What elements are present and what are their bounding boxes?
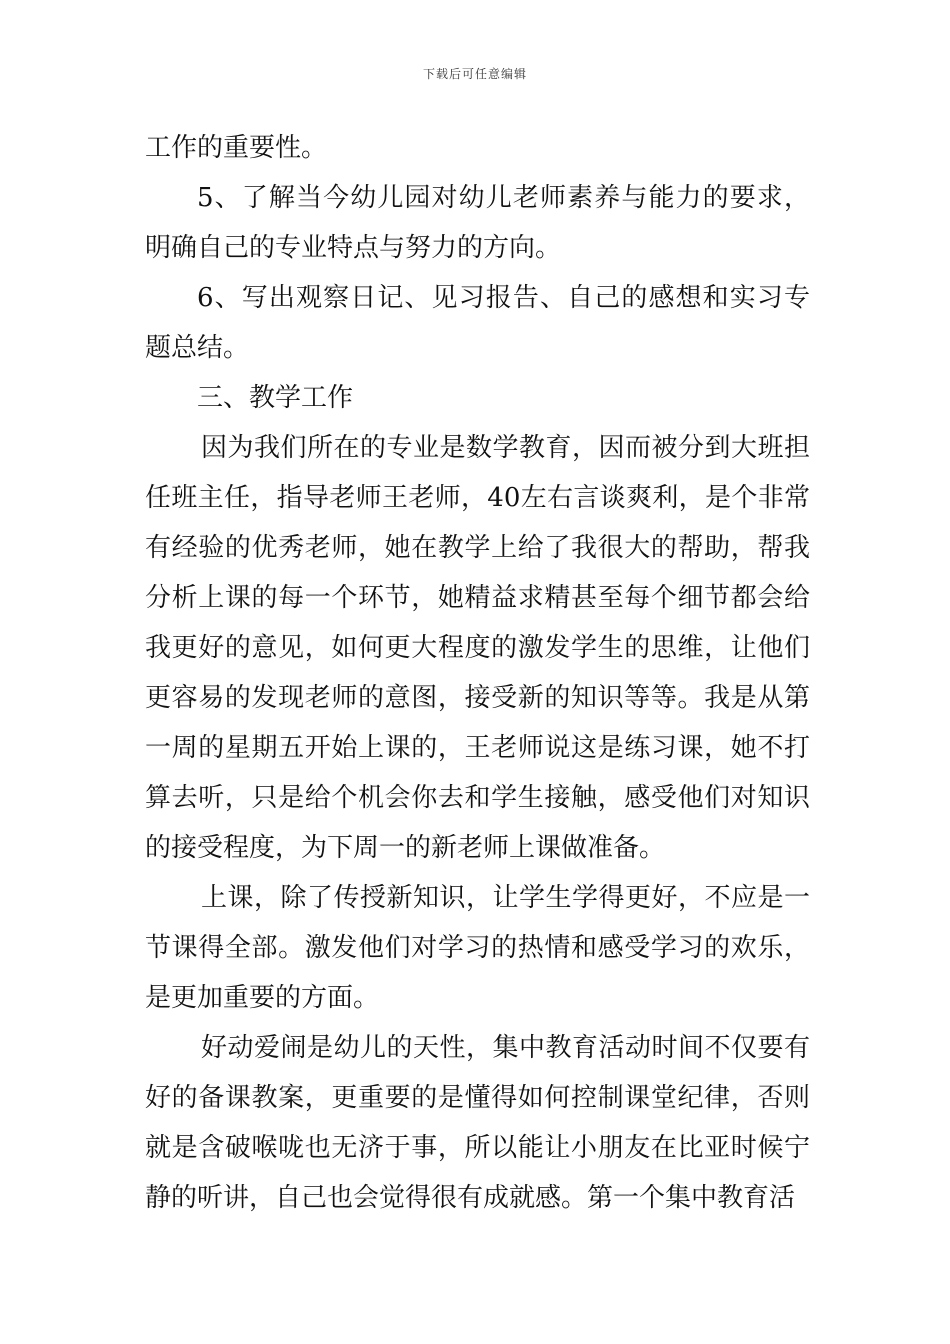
header-note: 下载后可任意编辑 xyxy=(422,67,527,81)
paragraph-teaching-intro: 因为我们所在的专业是数学教育，因而被分到大班担任班主任，指导老师王老师，40左右言谈爽利，是个非常有经验的优秀老师，她在教学上给了我很大的帮助，帮我分析上课的每一个环节，她精益求精甚至每个细节都会给我更好的意见，如何更大程度的激发学生的思维，让他们更容易的发现老师的意图，接受新的知识等等。我是从第一周的星期五开始上课的，王老师说这是练习课，她不打算去听，只是给个机会你去和学生接触，感受他们对知识的接受程度，为下周一的新老师上课做准备。 xyxy=(145,433,810,863)
paragraph-continuation: 工作的重要性。 xyxy=(145,133,328,163)
section-heading-teaching: 三、教学工作 xyxy=(197,383,354,413)
paragraph-item-6: 6、写出观察日记、见习报告、自己的感想和实习专题总结。 xyxy=(145,283,810,363)
document-body xyxy=(145,123,810,1223)
paragraph-classroom-discipline: 好动爱闹是幼儿的天性，集中教育活动时间不仅要有好的备课教案，更重要的是懂得如何控制课堂纪律，否则就是含破喉咙也无济于事，所以能让小朋友在比亚时候宁静的听讲，自己也会觉得很有成就感。第一个集中教育活 xyxy=(145,1033,810,1213)
paragraph-class-purpose: 上课，除了传授新知识，让学生学得更好，不应是一节课得全部。激发他们对学习的热情和感受学习的欢乐，是更加重要的方面。 xyxy=(145,883,810,1013)
paragraph-item-5: 5、了解当今幼儿园对幼儿老师素养与能力的要求，明确自己的专业特点与努力的方向。 xyxy=(145,183,810,263)
